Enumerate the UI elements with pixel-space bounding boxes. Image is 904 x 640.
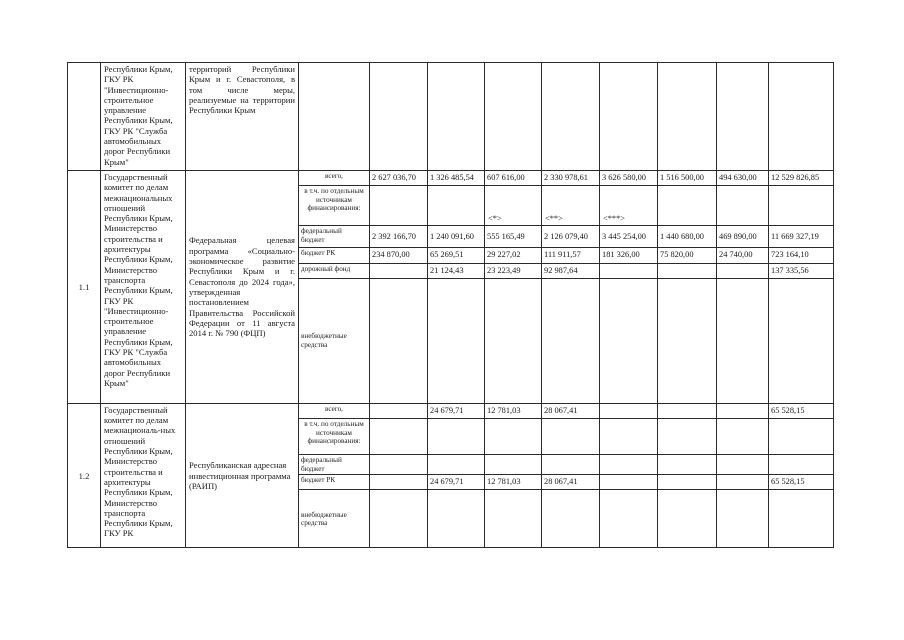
value-cell: 2 392 166,70 bbox=[370, 226, 428, 248]
value-cell bbox=[600, 63, 658, 171]
source-label: дорожный фонд bbox=[299, 263, 370, 278]
value-cell: 28 067,41 bbox=[542, 475, 600, 490]
value-cell: 21 124,43 bbox=[428, 263, 485, 278]
source-label: федеральный бюджет bbox=[299, 455, 370, 475]
value-cell: 92 987,64 bbox=[542, 263, 600, 278]
value-cell: 12 529 826,85 bbox=[769, 171, 834, 186]
value-cell: 1 326 485,54 bbox=[428, 171, 485, 186]
index-cell: 1.2 bbox=[68, 403, 101, 548]
value-cell: 1 440 680,00 bbox=[658, 226, 717, 248]
value-cell bbox=[485, 278, 542, 403]
value-cell bbox=[658, 63, 717, 171]
value-cell bbox=[370, 455, 428, 475]
table-row bbox=[68, 403, 834, 418]
value-cell bbox=[658, 263, 717, 278]
value-cell bbox=[600, 490, 658, 548]
footnote-mark: <**> bbox=[542, 186, 600, 226]
value-cell: 469 890,00 bbox=[717, 226, 769, 248]
value-cell: 11 669 327,19 bbox=[769, 226, 834, 248]
value-cell bbox=[370, 475, 428, 490]
value-cell bbox=[542, 63, 600, 171]
value-cell: 2 330 978,61 bbox=[542, 171, 600, 186]
value-cell bbox=[370, 490, 428, 548]
value-cell bbox=[658, 186, 717, 226]
value-cell: 65 528,15 bbox=[769, 475, 834, 490]
value-cell bbox=[428, 419, 485, 455]
value-cell bbox=[658, 455, 717, 475]
value-cell: 28 067,41 bbox=[542, 403, 600, 418]
value-cell: 2 627 036,70 bbox=[370, 171, 428, 186]
footnote-mark: <*> bbox=[485, 186, 542, 226]
program-cell: территорий Республики Крым и г. Севастополя, в том числе меры, реализуемые на территории Республики Крым bbox=[186, 63, 299, 171]
index-cell: 1.1 bbox=[68, 171, 101, 404]
value-cell: 24 740,00 bbox=[717, 248, 769, 263]
value-cell bbox=[658, 475, 717, 490]
value-cell bbox=[428, 490, 485, 548]
value-cell bbox=[485, 490, 542, 548]
value-cell bbox=[717, 278, 769, 403]
value-cell bbox=[717, 490, 769, 548]
source-label: в т.ч. по отдельным источникам финансирования: bbox=[299, 186, 370, 226]
value-cell: 24 679,71 bbox=[428, 403, 485, 418]
value-cell bbox=[769, 490, 834, 548]
value-cell bbox=[370, 403, 428, 418]
value-cell bbox=[658, 419, 717, 455]
value-cell: 607 616,00 bbox=[485, 171, 542, 186]
value-cell bbox=[769, 186, 834, 226]
source-label: всего, bbox=[299, 171, 370, 186]
carryover-row bbox=[68, 63, 834, 171]
index-cell bbox=[68, 63, 101, 171]
value-cell bbox=[542, 490, 600, 548]
value-cell: 3 445 254,00 bbox=[600, 226, 658, 248]
value-cell bbox=[769, 419, 834, 455]
value-cell bbox=[428, 455, 485, 475]
value-cell bbox=[428, 278, 485, 403]
value-cell bbox=[600, 475, 658, 490]
value-cell bbox=[485, 455, 542, 475]
value-cell bbox=[717, 419, 769, 455]
value-cell bbox=[600, 263, 658, 278]
source-label: внебюджетные средства bbox=[299, 490, 370, 548]
source-label: бюджет РК bbox=[299, 475, 370, 490]
source-label: внебюджетные средства bbox=[299, 278, 370, 403]
value-cell: 2 126 079,40 bbox=[542, 226, 600, 248]
value-cell: 65 269,51 bbox=[428, 248, 485, 263]
value-cell: 1 240 091,60 bbox=[428, 226, 485, 248]
value-cell: 65 528,15 bbox=[769, 403, 834, 418]
value-cell bbox=[428, 186, 485, 226]
value-cell bbox=[600, 403, 658, 418]
value-cell: 29 227,02 bbox=[485, 248, 542, 263]
value-cell bbox=[542, 278, 600, 403]
value-cell bbox=[769, 63, 834, 171]
value-cell bbox=[717, 186, 769, 226]
source-label: в т.ч. по отдельным источникам финансирования: bbox=[299, 419, 370, 455]
value-cell: 181 326,00 bbox=[600, 248, 658, 263]
value-cell bbox=[600, 455, 658, 475]
value-cell bbox=[600, 278, 658, 403]
value-cell: 3 626 580,00 bbox=[600, 171, 658, 186]
financing-table bbox=[67, 62, 834, 548]
value-cell: 12 781,03 bbox=[485, 403, 542, 418]
value-cell bbox=[370, 419, 428, 455]
source-cell bbox=[299, 63, 370, 171]
footnote-mark: <***> bbox=[600, 186, 658, 226]
source-label: всего, bbox=[299, 403, 370, 418]
value-cell bbox=[542, 455, 600, 475]
value-cell bbox=[485, 419, 542, 455]
value-cell bbox=[717, 455, 769, 475]
value-cell bbox=[717, 63, 769, 171]
value-cell bbox=[370, 263, 428, 278]
value-cell: 12 781,03 bbox=[485, 475, 542, 490]
value-cell: 494 630,00 bbox=[717, 171, 769, 186]
value-cell: 137 335,56 bbox=[769, 263, 834, 278]
program-cell: Республиканская адресная инвестиционная программа (РАИП) bbox=[186, 403, 299, 548]
value-cell bbox=[769, 455, 834, 475]
value-cell: 111 911,57 bbox=[542, 248, 600, 263]
value-cell bbox=[542, 419, 600, 455]
value-cell bbox=[769, 278, 834, 403]
value-cell bbox=[485, 63, 542, 171]
value-cell bbox=[370, 278, 428, 403]
value-cell bbox=[717, 263, 769, 278]
value-cell bbox=[600, 419, 658, 455]
value-cell bbox=[658, 278, 717, 403]
executor-cell: Государственный комитет по делам межнациональных отношений Республики Крым, Министерство строительства и архитектуры Республики Крым, Министерство транспорта Республики Крым, ГКУ РК "Инвестиционно-строительное управление Республики Крым, ГКУ РК "Служба автомобильных дорог Республики Крым" bbox=[101, 171, 186, 404]
value-cell: 555 165,49 bbox=[485, 226, 542, 248]
value-cell bbox=[658, 403, 717, 418]
value-cell: 1 516 500,00 bbox=[658, 171, 717, 186]
executor-cell: Республики Крым, ГКУ РК "Инвестиционно-строительное управление Республики Крым, ГКУ РК "Служба автомобильных дорог Республики Крым" bbox=[101, 63, 186, 171]
executor-cell: Государственный комитет по делам межнациональ-ных отношений Республики Крым, Министерство строительства и архитектуры Республики Крым, Министерство транспорта Республики Крым, ГКУ РК bbox=[101, 403, 186, 548]
value-cell bbox=[658, 490, 717, 548]
value-cell: 723 164,10 bbox=[769, 248, 834, 263]
value-cell bbox=[717, 475, 769, 490]
value-cell: 23 223,49 bbox=[485, 263, 542, 278]
source-label: федеральный бюджет bbox=[299, 226, 370, 248]
value-cell: 75 820,00 bbox=[658, 248, 717, 263]
value-cell bbox=[717, 403, 769, 418]
source-label: бюджет РК bbox=[299, 248, 370, 263]
value-cell: 24 679,71 bbox=[428, 475, 485, 490]
value-cell bbox=[370, 186, 428, 226]
value-cell bbox=[370, 63, 428, 171]
value-cell: 234 870,00 bbox=[370, 248, 428, 263]
table-row bbox=[68, 171, 834, 186]
value-cell bbox=[428, 63, 485, 171]
program-cell: Федеральная целевая программа «Социально-экономическое развитие Республики Крым и г. Севастополя до 2024 года», утвержденная постановлением Правительства Российской Федерации от 11 августа 2014 г. № 790 (ФЦП) bbox=[186, 171, 299, 404]
